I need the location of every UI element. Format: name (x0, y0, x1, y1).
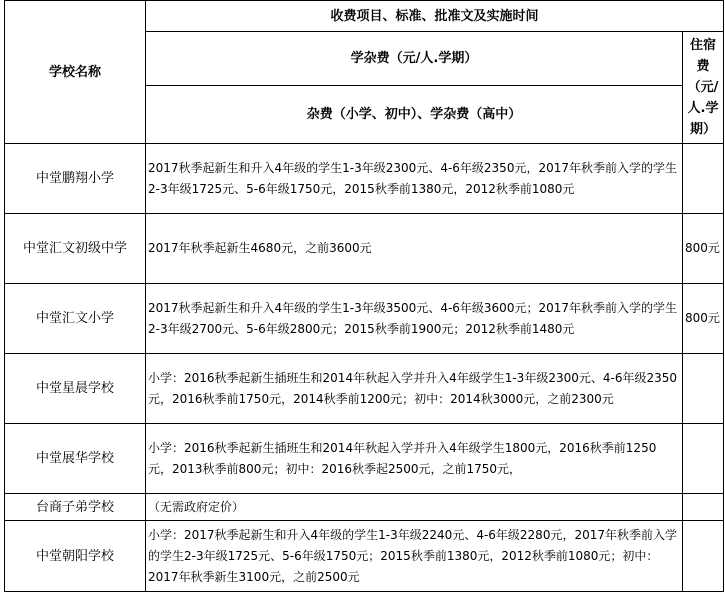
table-row (5, 494, 724, 521)
dorm-cell (683, 521, 724, 592)
dorm-cell: 800元 (683, 214, 724, 284)
school-name-header: 学校名称 (5, 1, 146, 144)
dorm-cell (683, 144, 724, 214)
fee-cell: 2017秋季起新生和升入4年级的学生1-3年级3500元、4-6年级3600元；2017年秋季前入学的学生2-3年级2700元、5-6年级2800元；2015秋季前1900元；2012秋季前1480元 (146, 284, 683, 354)
school-name-cell: 中堂朝阳学校 (5, 521, 146, 592)
fee-cell: 小学：2017秋季起新生和升入4年级的学生1-3年级2240元、4-6年级2280元，2017年秋季前入学的学生2-3年级1725元、5-6年级1750元；2015秋季前1380元，2012秋季前1080元；初中：2017年秋季新生3100元，之前2500元 (146, 521, 683, 592)
dorm-cell (683, 354, 724, 424)
dorm-cell (683, 494, 724, 521)
dorm-cell: 800元 (683, 284, 724, 354)
school-name-cell: 中堂汇文小学 (5, 284, 146, 354)
table-row (5, 284, 724, 354)
fee-cell: （无需政府定价） (146, 494, 683, 521)
dorm-fee-header: 住宿费（元/人.学期） (683, 32, 724, 144)
table-row (5, 144, 724, 214)
fee-items-header: 收费项目、标准、批准文及实施时间 (146, 1, 724, 32)
school-name-cell: 中堂展华学校 (5, 424, 146, 494)
header-row-1 (5, 1, 724, 32)
fee-cell: 小学：2016秋季起新生插班生和2014年秋起入学并升入4年级学生1-3年级2300元、4-6年级2350元，2016秋季前1750元，2014秋季前1200元；初中：2014秋3000元，之前2300元 (146, 354, 683, 424)
table-row (5, 354, 724, 424)
dorm-cell (683, 424, 724, 494)
fee-table (4, 0, 724, 592)
school-name-cell: 中堂鹏翔小学 (5, 144, 146, 214)
fee-cell: 2017秋季起新生和升入4年级的学生1-3年级2300元、4-6年级2350元，2017年秋季前入学的学生2-3年级1725元、5-6年级1750元，2015秋季前1380元，2012秋季前1080元 (146, 144, 683, 214)
fee-cell: 2017年秋季起新生4680元，之前3600元 (146, 214, 683, 284)
fee-cell: 小学：2016秋季起新生插班生和2014年秋起入学并升入4年级学生1800元，2016秋季前1250元，2013秋季前800元；初中：2016秋季起2500元，之前1750元， (146, 424, 683, 494)
table-row (5, 424, 724, 494)
misc-fee-header: 学杂费（元/人.学期） (146, 32, 683, 86)
school-name-cell: 中堂星晨学校 (5, 354, 146, 424)
table-row (5, 214, 724, 284)
school-name-cell: 中堂汇文初级中学 (5, 214, 146, 284)
school-name-cell: 台商子弟学校 (5, 494, 146, 521)
table-row (5, 521, 724, 592)
misc-fee-subheader: 杂费（小学、初中）、学杂费（高中） (146, 86, 683, 144)
